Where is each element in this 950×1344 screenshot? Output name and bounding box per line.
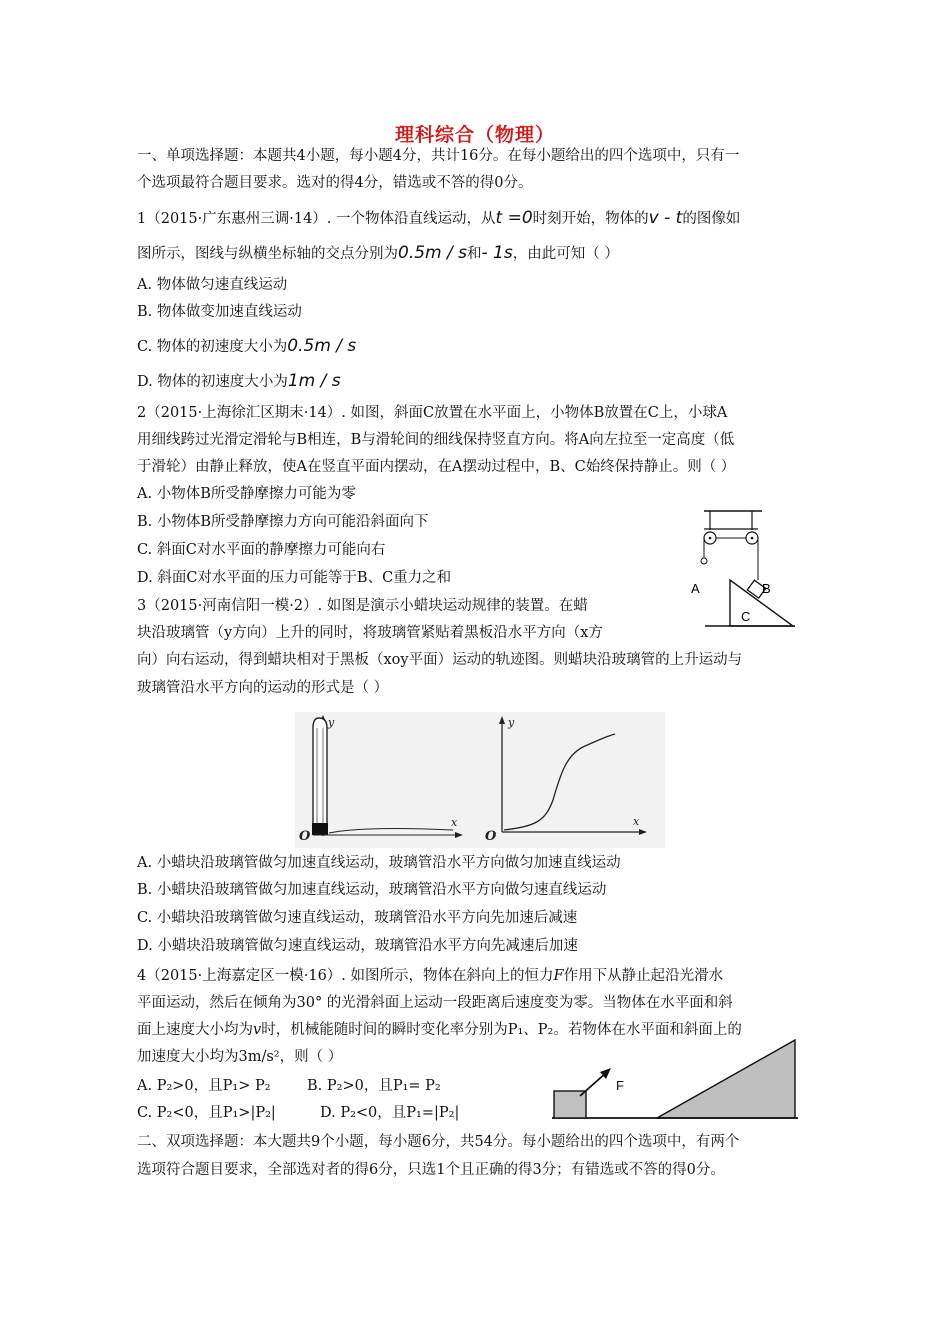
- q1-text: 时刻开始，物体的: [532, 211, 649, 227]
- q4-math: F: [553, 968, 564, 984]
- q2-line1: 2（2015·上海徐汇区期末·14）. 如图，斜面C放置在水平面上，小物体B放置在C上，小球A: [137, 405, 728, 421]
- q3-line3: 向）向右运动，得到蜡块相对于黑板（xoy平面）运动的轨迹图。则蜡块沿玻璃管的上升运动与: [137, 652, 743, 668]
- q3-option-c: C. 小蜡块沿玻璃管做匀速直线运动，玻璃管沿水平方向先加速后减速: [137, 910, 578, 926]
- q1-option-d: [137, 371, 341, 392]
- origin-label: O: [485, 829, 497, 844]
- q1-math: t =0: [495, 208, 533, 228]
- q2-option-b: B. 小物体B所受静摩擦力方向可能沿斜面向下: [137, 514, 429, 530]
- q3-option-a: A. 小蜡块沿玻璃管做匀加速直线运动，玻璃管沿水平方向做匀加速直线运动: [137, 855, 621, 871]
- q1-option-text: D. 物体的初速度大小为: [137, 374, 288, 390]
- section2-line2: 选项符合题目要求，全部选对者的得6分，只选1个且正确的得3分；有错选或不答的得0分。: [137, 1162, 725, 1178]
- section2-line1: 二、双项选择题：本大题共9个小题，每小题6分，共54分。每小题给出的四个选项中，有两个: [137, 1134, 740, 1150]
- q1-math: - 1s: [481, 243, 513, 263]
- q1-text: ，由此可知（ ）: [512, 246, 619, 262]
- axis-y-label: y: [328, 716, 335, 729]
- q2-line2: 用细线跨过光滑定滑轮与B相连，B与滑轮间的细线保持竖直方向。将A向左拉至一定高度（低: [137, 432, 735, 448]
- q1-text: 1（2015·广东惠州三调·14）. 一个物体沿直线运动，从: [137, 211, 496, 227]
- section1-line1: 一、单项选择题：本题共4小题，每小题4分，共计16分。在每小题给出的四个选项中，只有一: [137, 148, 740, 164]
- label-a: A: [691, 581, 700, 596]
- q1-math: 0.5m / s: [398, 243, 467, 263]
- q3-option-b: B. 小蜡块沿玻璃管做匀加速直线运动，玻璃管沿水平方向做匀速直线运动: [137, 882, 607, 898]
- incline-force-figure: [550, 1036, 802, 1122]
- q2-option-a: A. 小物体B所受静摩擦力可能为零: [137, 486, 356, 502]
- q1-line2: [137, 243, 619, 264]
- q4-text: 面上速度大小均为: [137, 1022, 253, 1038]
- q4-option-b: B. P₂>0，且P₁= P₂: [307, 1078, 441, 1094]
- section1-line2: 个选项最符合题目要求。选对的得4分，错选或不答的得0分。: [137, 175, 533, 191]
- q1-text: 和: [467, 246, 482, 262]
- q1-text: 图所示，图线与纵横坐标轴的交点分别为: [137, 246, 398, 262]
- q4-option-d: D. P₂<0，且P₁=|P₂|: [320, 1105, 460, 1121]
- q1-option-math: 1m / s: [287, 371, 341, 391]
- q4-option-a: A. P₂>0，且P₁> P₂: [137, 1078, 271, 1094]
- q3-line2: 块沿玻璃管（y方向）上升的同时，将玻璃管紧贴着黑板沿水平方向（x方: [137, 625, 603, 641]
- q4-option-c: C. P₂<0，且P₁>|P₂|: [137, 1105, 276, 1121]
- q4-text: 作用下从静止起沿光滑水: [563, 968, 724, 984]
- label-c: C: [741, 609, 751, 624]
- q1-text: 的图像如: [682, 211, 741, 227]
- q1-option-a: A. 物体做匀速直线运动: [137, 277, 288, 293]
- page-title: 理科综合（物理）: [394, 124, 555, 146]
- q2-line3: 于滑轮）由静止释放，使A在竖直平面内摆动，在A摆动过程中，B、C始终保持静止。则（ ）: [137, 459, 736, 475]
- q4-text: 时，机械能随时间的瞬时变化率分别为P₁、P₂。若物体在水平面和斜面上的: [261, 1022, 742, 1038]
- q1-option-c: [137, 336, 356, 357]
- force-label: F: [616, 1078, 624, 1093]
- pulley-incline-figure: [680, 508, 810, 633]
- q4-line1: [137, 966, 723, 986]
- q1-option-b: B. 物体做变加速直线运动: [137, 304, 302, 320]
- origin-label: O: [299, 829, 311, 844]
- q3-option-d: D. 小蜡块沿玻璃管做匀速直线运动，玻璃管沿水平方向先减速后加速: [137, 938, 578, 954]
- q4-line4: 加速度大小均为3m/s²，则（ ）: [137, 1049, 343, 1065]
- q2-option-c: C. 斜面C对水平面的静摩擦力可能向右: [137, 542, 386, 558]
- q3-line1: 3（2015·河南信阳一模·2）. 如图是演示小蜡块运动规律的装置。在蜡: [137, 598, 588, 614]
- q4-math: v: [253, 1022, 262, 1038]
- label-b: B: [762, 581, 771, 596]
- q1-option-math: 0.5m / s: [287, 336, 357, 356]
- q1-math: v - t: [648, 208, 683, 228]
- q1-option-text: C. 物体的初速度大小为: [137, 339, 288, 355]
- q4-text: 4（2015·上海嘉定区一模·16）. 如图所示，物体在斜向上的恒力: [137, 968, 554, 984]
- q3-line4: 玻璃管沿水平方向的运动的形式是（ ）: [137, 680, 389, 696]
- glass-tube-trajectory-figure: [295, 712, 665, 848]
- q4-line2: 平面运动，然后在倾角为30° 的光滑斜面上运动一段距离后速度变为零。当物体在水平面和斜: [137, 995, 733, 1011]
- axis-x-label: x: [633, 815, 640, 828]
- axis-y-label: y: [508, 716, 515, 729]
- q2-option-d: D. 斜面C对水平面的压力可能等于B、C重力之和: [137, 570, 452, 586]
- axis-x-label: x: [451, 816, 458, 829]
- q1-line1: [137, 208, 740, 229]
